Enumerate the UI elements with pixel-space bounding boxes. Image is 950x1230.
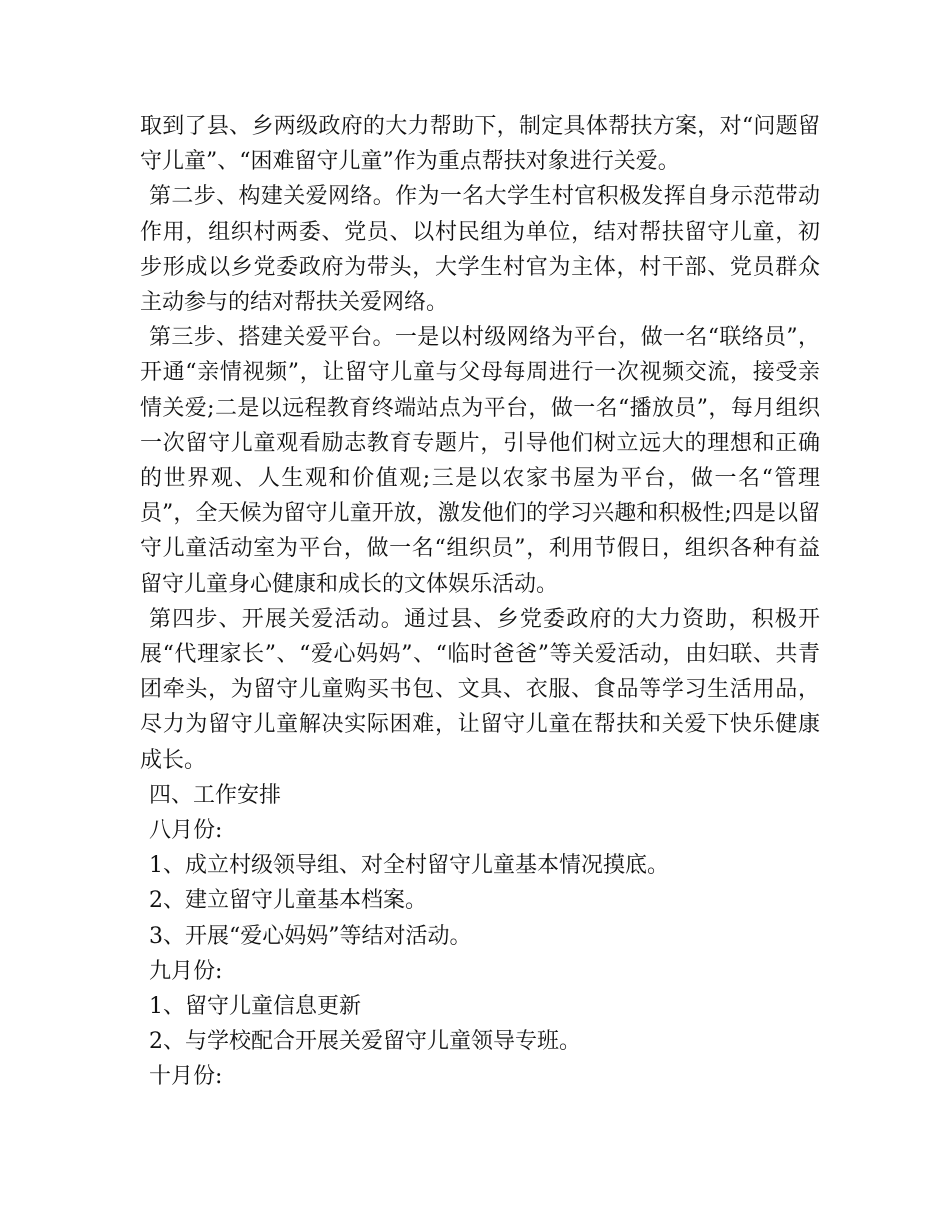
paragraph-step-three: 第三步、搭建关爱平台。一是以村级网络为平台，做一名“联络员”，开通“亲情视频”，让留守儿童与父母每周进行一次视频交流，接受亲情关爱;二是以远程教育终端站点为平台，做一名“播放员”，每月组织一次留守儿童观看励志教育专题片，引导他们树立远大的理想和正确的世界观、人生观和价值观;三是以农家书屋为平台，做一名“管理员”，全天候为留守儿童开放，激发他们的学习兴趣和积极性;四是以留守儿童活动室为平台，做一名“组织员”，利用节假日，组织各种有益留守儿童身心健康和成长的文体娱乐活动。 bbox=[140, 325, 820, 597]
document-body bbox=[140, 109, 820, 1095]
paragraph-step-four: 第四步、开展关爱活动。通过县、乡党委政府的大力资助，积极开展“代理家长”、“爱心妈妈”、“临时爸爸”等关爱活动，由妇联、共青团牵头，为留守儿童购买书包、文具、衣服、食品等学习生活用品，尽力为留守儿童解决实际困难，让留守儿童在帮扶和关爱下快乐健康成长。 bbox=[140, 606, 820, 773]
paragraph-continuation: 取到了县、乡两级政府的大力帮助下，制定具体帮扶方案，对“问题留守儿童”、“困难留守儿童”作为重点帮扶对象进行关爱。 bbox=[140, 114, 820, 175]
list-item: 3、开展“爱心妈妈”等结对活动。 bbox=[149, 923, 472, 949]
section-heading-work-arrangement: 四、工作安排 bbox=[149, 782, 282, 808]
paragraph-step-two: 第二步、构建关爱网络。作为一名大学生村官积极发挥自身示范带动作用，组织村两委、党员、以村民组为单位，结对帮扶留守儿童，初步形成以乡党委政府为带头，大学生村官为主体，村干部、党员群众主动参与的结对帮扶关爱网络。 bbox=[140, 184, 820, 316]
list-item: 1、成立村级领导组、对全村留守儿童基本情况摸底。 bbox=[149, 853, 669, 879]
month-heading-october: 十月份: bbox=[149, 1064, 223, 1090]
list-item: 2、建立留守儿童基本档案。 bbox=[149, 888, 427, 914]
list-item: 2、与学校配合开展关爱留守儿童领导专班。 bbox=[149, 1029, 581, 1055]
list-item: 1、留守儿童信息更新 bbox=[149, 994, 361, 1020]
month-heading-september: 九月份: bbox=[149, 958, 223, 984]
month-heading-august: 八月份: bbox=[149, 818, 223, 844]
